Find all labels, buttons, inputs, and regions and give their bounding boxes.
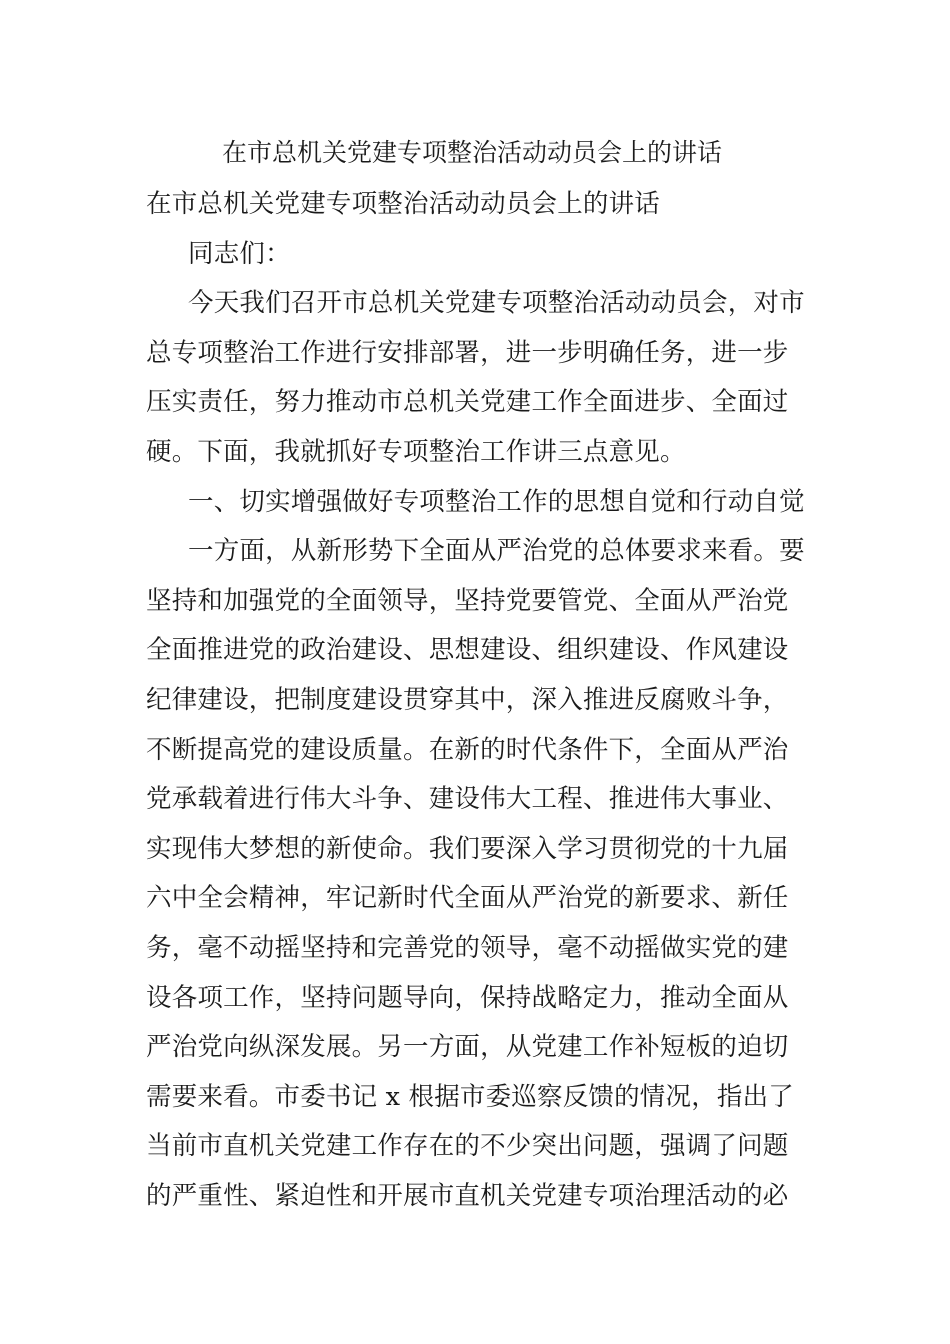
paragraph-line: 坚持和加强党的全面领导，坚持党要管党、全面从严治党: [146, 585, 789, 616]
paragraph-line: 纪律建设，把制度建设贯穿其中，深入推进反腐败斗争，: [146, 684, 789, 715]
paragraph-line: 的严重性、紧迫性和开展市直机关党建专项治理活动的必: [146, 1180, 789, 1211]
paragraph-line: 硬。下面，我就抓好专项整治工作讲三点意见。: [146, 436, 686, 467]
paragraph-line: 实现伟大梦想的新使命。我们要深入学习贯彻党的十九届: [146, 833, 789, 864]
paragraph-line: 严治党向纵深发展。另一方面，从党建工作补短板的迫切: [146, 1032, 789, 1063]
section-heading-line: 一、切实增强做好专项整治工作的思想自觉和行动自觉: [188, 486, 805, 517]
document-body: [146, 180, 806, 1221]
paragraph-line: 当前市直机关党建工作存在的不少突出问题，强调了问题: [146, 1131, 789, 1162]
paragraph-line: 今天我们召开市总机关党建专项整治活动动员会，对市: [188, 288, 805, 319]
document-title: 在市总机关党建专项整治活动动员会上的讲话: [222, 138, 723, 167]
paragraph-line: 务，毫不动摇坚持和完善党的领导，毫不动摇做实党的建: [146, 932, 789, 963]
paragraph-line: 一方面，从新形势下全面从严治党的总体要求来看。要: [188, 536, 805, 567]
paragraph-line: 六中全会精神，牢记新时代全面从严治党的新要求、新任: [146, 883, 789, 914]
paragraph-line: 总专项整治工作进行安排部署，进一步明确任务，进一步: [146, 337, 789, 368]
paragraph-line: 压实责任，努力推动市总机关党建工作全面进步、全面过: [146, 387, 789, 418]
subtitle-line: 在市总机关党建专项整治活动动员会上的讲话: [146, 189, 661, 219]
salutation-line: 同志们：: [188, 238, 291, 269]
paragraph-line: 全面推进党的政治建设、思想建设、组织建设、作风建设: [146, 635, 789, 666]
paragraph-line: 不断提高党的建设质量。在新的时代条件下，全面从严治: [146, 734, 789, 765]
paragraph-line: 需要来看。市委书记 x 根据市委巡察反馈的情况，指出了: [146, 1081, 794, 1112]
paragraph-line: 党承载着进行伟大斗争、建设伟大工程、推进伟大事业、: [146, 784, 789, 815]
paragraph-line: 设各项工作，坚持问题导向，保持战略定力，推动全面从: [146, 982, 789, 1013]
